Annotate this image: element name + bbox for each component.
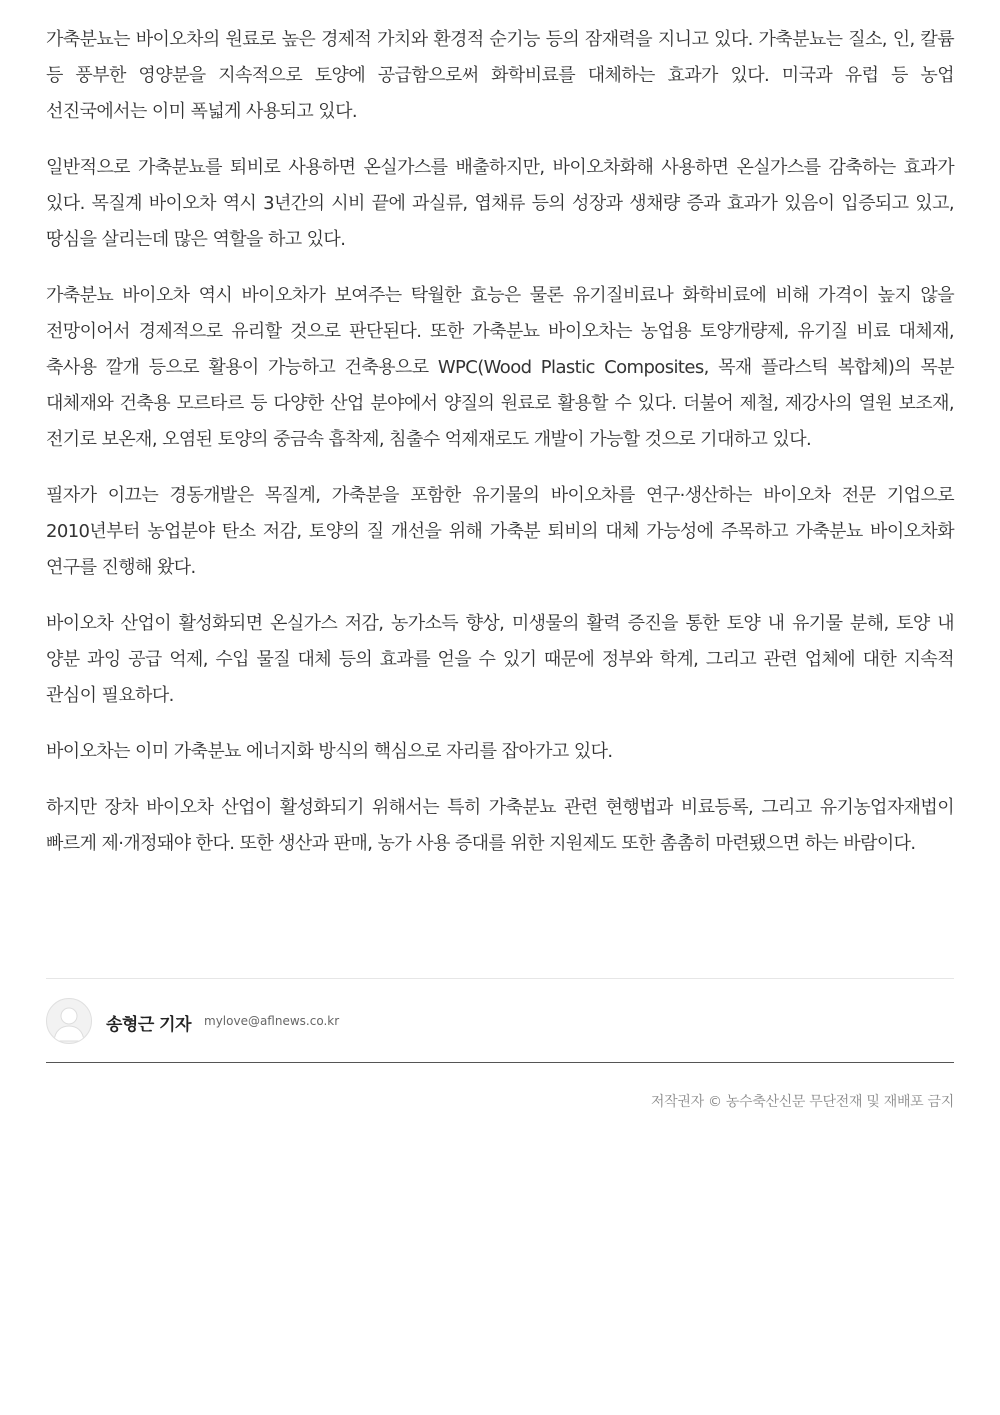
article-paragraph: 가축분뇨는 바이오차의 원료로 높은 경제적 가치와 환경적 순기능 등의 잠재력을 지니고 있다. 가축분뇨는 질소, 인, 칼륨 등 풍부한 영양분을 지속적으로 토양에 공급함으로써 화학비료를 대체하는 효과가 있다. 미국과 유럽 등 농업 선진국에서는 이미 폭넓게 사용되고 있다.	[46, 29, 954, 122]
article-paragraph: 가축분뇨 바이오차 역시 바이오차가 보여주는 탁월한 효능은 물론 유기질비료나 화학비료에 비해 가격이 높지 않을 전망이어서 경제적으로 유리할 것으로 판단된다. 또한 가축분뇨 바이오차는 농업용 토양개량제, 유기질 비료 대체재, 축사용 깔개 등으로 활용이 가능하고 건축용으로 WPC(Wood Plastic Composites, 목재 플라스틱 복합체)의 목분 대체재와 건축용 모르타르 등 다양한 산업 분야에서 양질의 원료로 활용할 수 있다. 더불어 제철, 제강사의 열원 보조재, 전기로 보온재, 오염된 토양의 중금속 흡착제, 침출수 억제재로도 개발이 가능할 것으로 기대하고 있다.	[46, 285, 954, 450]
article-paragraph: 필자가 이끄는 경동개발은 목질계, 가축분을 포함한 유기물의 바이오차를 연구·생산하는 바이오차 전문 기업으로 2010년부터 농업분야 탄소 저감, 토양의 질 개선을 위해 가축분 퇴비의 대체 가능성에 주목하고 가축분뇨 바이오차화 연구를 진행해 왔다.	[46, 485, 954, 578]
copyright-notice: 저작권자 © 농수축산신문 무단전재 및 재배포 금지	[650, 1094, 954, 1110]
reporter-byline	[46, 978, 954, 1063]
article-body	[46, 22, 954, 882]
reporter-email[interactable]: mylove@aflnews.co.kr	[204, 1014, 340, 1028]
user-avatar-icon	[46, 998, 92, 1044]
article-paragraph: 바이오차는 이미 가축분뇨 에너지화 방식의 핵심으로 자리를 잡아가고 있다.	[46, 741, 613, 762]
reporter-name[interactable]: 송형근 기자	[106, 1015, 192, 1035]
article-paragraph: 일반적으로 가축분뇨를 퇴비로 사용하면 온실가스를 배출하지만, 바이오차화해 사용하면 온실가스를 감축하는 효과가 있다. 목질계 바이오차 역시 3년간의 시비 끝에 과실류, 엽채류 등의 성장과 생채량 증과 효과가 있음이 입증되고 있고, 땅심을 살리는데 많은 역할을 하고 있다.	[46, 157, 954, 250]
article-paragraph: 하지만 장차 바이오차 산업이 활성화되기 위해서는 특히 가축분뇨 관련 현행법과 비료등록, 그리고 유기농업자재법이 빠르게 제·개정돼야 한다. 또한 생산과 판매, 농가 사용 증대를 위한 지원제도 또한 촘촘히 마련됐으면 하는 바람이다.	[46, 797, 954, 854]
article-paragraph: 바이오차 산업이 활성화되면 온실가스 저감, 농가소득 향상, 미생물의 활력 증진을 통한 토양 내 유기물 분해, 토양 내 양분 과잉 공급 억제, 수입 물질 대체 등의 효과를 얻을 수 있기 때문에 정부와 학계, 그리고 관련 업체에 대한 지속적 관심이 필요하다.	[46, 613, 954, 706]
